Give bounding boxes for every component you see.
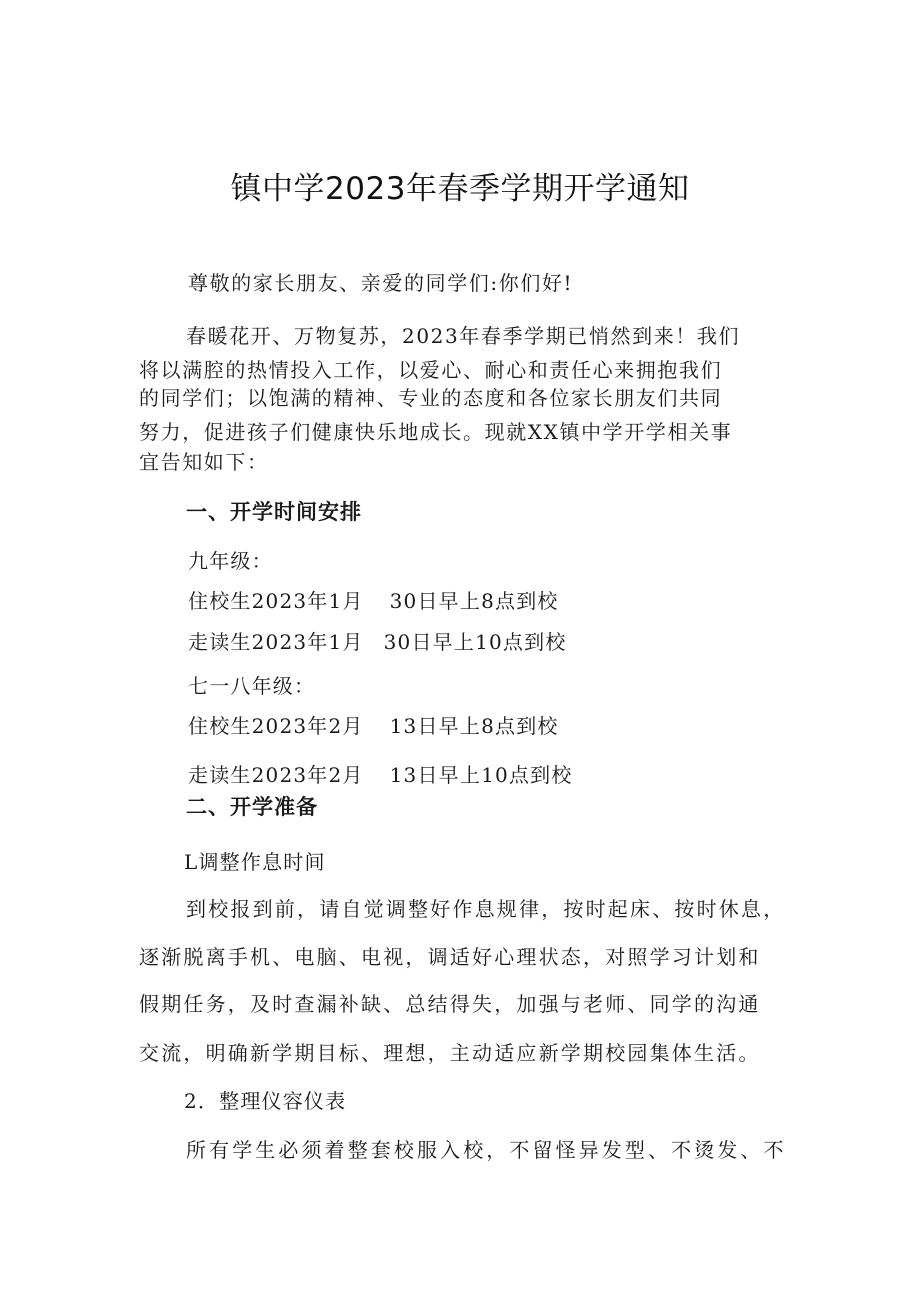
schedule-time: 30日早上10点到校 bbox=[383, 630, 567, 654]
schedule-time: 30日早上8点到校 bbox=[389, 589, 559, 613]
item-1-line-4: 交流，明确新学期目标、理想，主动适应新学期校园集体生活。 bbox=[139, 1041, 761, 1065]
grade-9-label: 九年级： bbox=[188, 549, 273, 573]
grade-7-8-day-schedule bbox=[188, 765, 573, 785]
schedule-time: 13日早上8点到校 bbox=[389, 714, 559, 738]
schedule-date: 走读生2023年1月 bbox=[188, 630, 364, 654]
grade-7-8-label: 七一八年级： bbox=[188, 674, 316, 698]
item-1-line-2: 逐渐脱离手机、电脑、电视，调适好心理状态，对照学习计划和 bbox=[139, 945, 761, 969]
section-1-heading: 一、开学时间安排 bbox=[186, 500, 362, 524]
intro-line-1: 春暖花开、万物复苏，2023年春季学期已悄然到来！我们 bbox=[186, 324, 741, 348]
intro-line-3: 的同学们；以饱满的精神、专业的态度和各位家长朋友们共同 bbox=[139, 386, 723, 410]
schedule-date: 住校生2023年1月 bbox=[188, 589, 364, 613]
grade-9-day-schedule bbox=[188, 632, 567, 652]
salutation: 尊敬的家长朋友、亲爱的同学们:你们好! bbox=[188, 271, 574, 295]
item-1-line-1: 到校报到前，请自觉调整好作息规律，按时起床、按时休息， bbox=[186, 897, 786, 921]
document-title: 镇中学2023年春季学期开学通知 bbox=[230, 171, 690, 207]
item-2-line-1: 所有学生必须着整套校服入校，不留怪异发型、不烫发、不 bbox=[186, 1138, 787, 1162]
schedule-date: 走读生2023年2月 bbox=[188, 763, 364, 787]
item-1-title: L调整作息时间 bbox=[184, 850, 326, 874]
intro-line-2: 将以满腔的热情投入工作，以爱心、耐心和责任心来拥抱我们 bbox=[139, 358, 723, 382]
item-2-title: 2．整理仪容仪表 bbox=[184, 1089, 347, 1113]
intro-line-5: 宜告知如下： bbox=[139, 450, 269, 474]
schedule-date: 住校生2023年2月 bbox=[188, 714, 364, 738]
schedule-time: 13日早上10点到校 bbox=[389, 763, 573, 787]
grade-7-8-boarding-schedule bbox=[188, 716, 559, 736]
grade-9-boarding-schedule bbox=[188, 591, 559, 611]
section-2-heading: 二、开学准备 bbox=[186, 795, 318, 819]
intro-line-4: 努力，促进孩子们健康快乐地成长。现就XX镇中学开学相关事 bbox=[139, 420, 733, 444]
item-1-line-3: 假期任务，及时查漏补缺、总结得失，加强与老师、同学的沟通 bbox=[139, 992, 761, 1016]
